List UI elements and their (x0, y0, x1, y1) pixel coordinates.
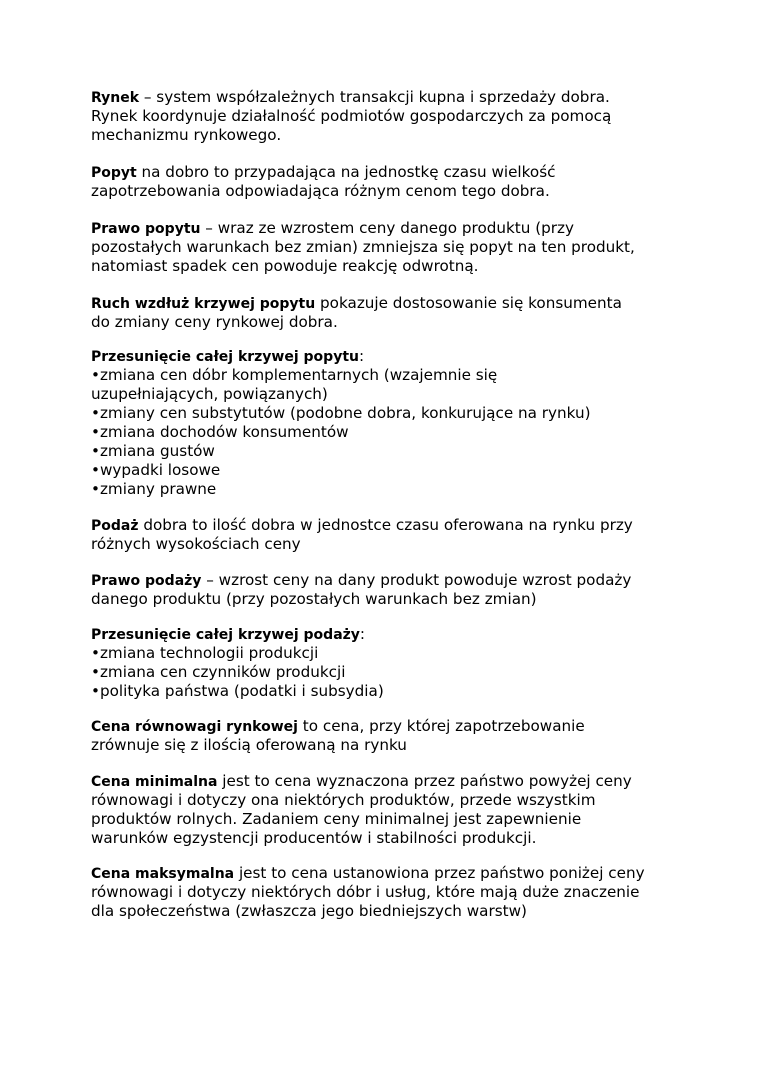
term-cena-maksymalna: Cena maksymalna (91, 866, 235, 882)
list-item: •zmiany prawne (91, 480, 217, 498)
text-segment: to cena, przy której zapotrzebowanie (297, 717, 585, 735)
paragraph-cena-minimalna-line-1 (91, 772, 632, 791)
list-item: •wypadki losowe (91, 461, 221, 479)
paragraph-cena-minimalna-line-3: produktów rolnych. Zadaniem ceny minimalnej jest zapewnienie (91, 810, 582, 828)
paragraph-cena-rownowagi-line-2: zrównuje się z ilością oferowaną na rynku (91, 736, 407, 754)
paragraph-prawo-podazy-line-2: danego produktu (przy pozostałych warunkach bez zmian) (91, 590, 537, 608)
term-podaz: Podaż (91, 518, 139, 534)
paragraph-popyt-line-1 (91, 163, 555, 182)
term-prawo-popytu: Prawo popytu (91, 221, 201, 237)
term-popyt: Popyt (91, 165, 137, 181)
text-segment: – system współzależnych transakcji kupna i sprzedaży dobra. (139, 88, 610, 106)
paragraph-cena-maksymalna-line-2: równowagi i dotyczy niektórych dóbr i usług, które mają duże znaczenie (91, 883, 640, 901)
term-ruch-wzdluz-krzywej-popytu: Ruch wzdłuż krzywej popytu (91, 296, 316, 312)
paragraph-cena-minimalna-line-4: warunków egzystencji producentów i stabilności produkcji. (91, 829, 537, 847)
paragraph-ruch-line-2: do zmiany ceny rynkowej dobra. (91, 313, 338, 331)
paragraph-prawo-popytu-line-3: natomiast spadek cen powoduje reakcję odwrotną. (91, 257, 479, 275)
text-segment: : (359, 625, 366, 643)
paragraph-podaz-line-2: różnych wysokościach ceny (91, 535, 301, 553)
text-segment: – wzrost ceny na dany produkt powoduje wzrost podaży (201, 571, 632, 589)
list-item: •zmiana technologii produkcji (91, 644, 319, 662)
paragraph-prawo-popytu-line-1 (91, 219, 574, 238)
paragraph-cena-rownowagi-line-1 (91, 717, 585, 736)
paragraph-popyt-line-2: zapotrzebowania odpowiadająca różnym cenom tego dobra. (91, 182, 550, 200)
text-segment: : (358, 347, 365, 365)
term-przesuniecie-krzywej-popytu: Przesunięcie całej krzywej popytu (91, 349, 359, 365)
list-item-continuation: uzupełniających, powiązanych) (91, 385, 328, 403)
text-segment: jest to cena wyznaczona przez państwo powyżej ceny (217, 772, 632, 790)
list-item: •zmiana gustów (91, 442, 215, 460)
text-segment: na dobro to przypadająca na jednostkę czasu wielkość (136, 163, 556, 181)
paragraph-cena-maksymalna-line-3: dla społeczeństwa (zwłaszcza jego biedniejszych warstw) (91, 902, 527, 920)
paragraph-podaz-line-1 (91, 516, 633, 535)
term-cena-rownowagi-rynkowej: Cena równowagi rynkowej (91, 719, 298, 735)
text-segment: dobra to ilość dobra w jednostce czasu oferowana na rynku przy (138, 516, 633, 534)
text-segment: – wraz ze wzrostem ceny danego produktu (przy (200, 219, 574, 237)
list-item: •zmiana dochodów konsumentów (91, 423, 349, 441)
paragraph-ruch-line-1 (91, 294, 622, 313)
text-segment: jest to cena ustanowiona przez państwo poniżej ceny (234, 864, 645, 882)
text-segment: pokazuje dostosowanie się konsumenta (315, 294, 622, 312)
list-item: •zmiana cen czynników produkcji (91, 663, 346, 681)
paragraph-rynek-line-3: mechanizmu rynkowego. (91, 126, 282, 144)
heading-przesuniecie-popytu (91, 347, 364, 366)
paragraph-cena-minimalna-line-2: równowagi i dotyczy ona niektórych produktów, przede wszystkim (91, 791, 596, 809)
paragraph-cena-maksymalna-line-1 (91, 864, 645, 883)
term-przesuniecie-krzywej-podazy: Przesunięcie całej krzywej podaży (91, 627, 360, 643)
paragraph-prawo-podazy-line-1 (91, 571, 631, 590)
term-cena-minimalna: Cena minimalna (91, 774, 218, 790)
heading-przesuniecie-podazy (91, 625, 365, 644)
term-rynek: Rynek (91, 90, 140, 106)
list-item: •zmiany cen substytutów (podobne dobra, konkurujące na rynku) (91, 404, 591, 422)
paragraph-rynek-line-1 (91, 88, 610, 107)
paragraph-rynek-line-2: Rynek koordynuje działalność podmiotów gospodarczych za pomocą (91, 107, 612, 125)
term-prawo-podazy: Prawo podaży (91, 573, 202, 589)
paragraph-prawo-popytu-line-2: pozostałych warunkach bez zmian) zmniejsza się popyt na ten produkt, (91, 238, 635, 256)
list-item: •polityka państwa (podatki i subsydia) (91, 682, 384, 700)
list-item: •zmiana cen dóbr komplementarnych (wzajemnie się (91, 366, 498, 384)
